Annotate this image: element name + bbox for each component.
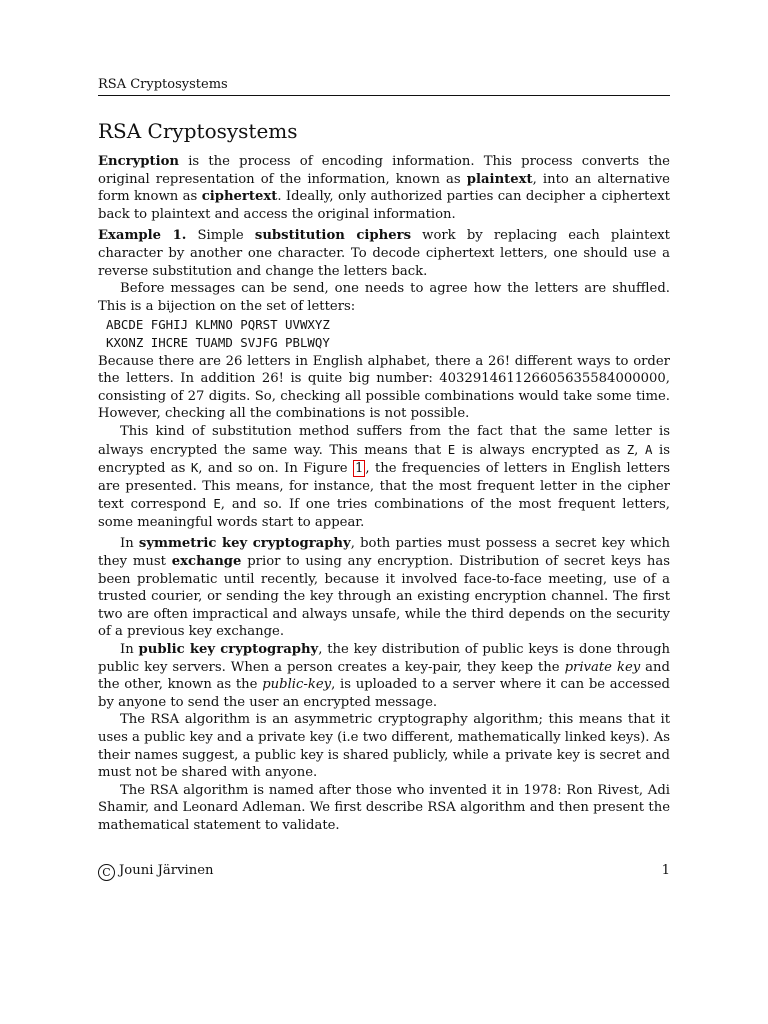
term-exchange: exchange [171, 554, 242, 570]
term-public-key-cryptography: public key cryptography [138, 642, 319, 658]
cipher-table [106, 316, 670, 351]
cipher-plain-row: ABCDE FGHIJ KLMNO PQRST UVWXYZ [106, 317, 330, 333]
term-plaintext: plaintext [466, 171, 533, 187]
text: , both parties must possess a secret key which they must [98, 536, 670, 570]
cipher-key-row: KXONZ IHCRE TUAMD SVJFG PBLWQY [106, 334, 330, 350]
term-substitution-ciphers: substitution ciphers [254, 228, 411, 244]
paragraph-symmetric [98, 535, 670, 641]
text: In [120, 536, 139, 552]
term-symmetric-key: symmetric key cryptography [138, 536, 351, 552]
example-label: Example 1. [98, 228, 187, 244]
text: and the other, known as the [98, 659, 670, 693]
page-number: 1 [661, 863, 670, 878]
text: . Ideally, only authorized parties can decipher a ciphertext back to plaintext and access the original information. [98, 189, 670, 222]
text: is encrypted as [98, 442, 670, 477]
footer-author: Jouni Järvinen [119, 863, 214, 878]
term-private-key: private key [564, 659, 641, 675]
code-letter: E [447, 441, 456, 457]
text: , the key distribution of public keys is done through public key servers. When a person creates a key-pair, they keep the [98, 642, 671, 675]
section-title: RSA Cryptosystems [98, 119, 298, 143]
text: Simple [186, 228, 255, 244]
code-letter: A [644, 441, 653, 457]
text: , into an alternative form known as [98, 171, 670, 205]
code-letter: K [190, 460, 199, 476]
paragraph-public-key [98, 641, 670, 711]
paragraph-combinations: Because there are 26 letters in English alphabet, there a 26! different ways to order the letters. In addition 26! is quite big number: 403291461126605635584000000, consisting of 27 digits. So, checking all possible combinations would take some time. However, checking all the combinations is not possible. [98, 353, 670, 422]
text: is always encrypted as [455, 442, 627, 458]
page-footer [98, 862, 670, 881]
code-letter: Z [626, 441, 635, 457]
term-public-key: public-key [262, 677, 332, 693]
term-encryption: Encryption [98, 154, 179, 169]
text: This kind of substitution method suffers from the fact that the same letter is always encrypted the same way. This means that [98, 423, 670, 458]
paragraph-rsa-asymmetric: The RSA algorithm is an asymmetric cryptography algorithm; this means that it uses a public key and a private key (i.e two different, mathematically linked keys). As their names suggest, a public key is shared publicly, while a private key is secret and must not be shared with anyone. [98, 712, 670, 781]
running-head: RSA Cryptosystems [98, 77, 670, 96]
text: , the frequencies of letters in English letters are presented. This means, for instance, that the most frequent letter in the cipher text correspond [98, 461, 670, 513]
text: , and so. If one tries combinations of the most frequent letters, some meaningful words start to appear. [98, 497, 670, 530]
text: , is uploaded to a server where it can be accessed by anyone to send the user an encrypted message. [98, 677, 670, 710]
code-letter: E [213, 496, 221, 512]
copyright-icon: C [98, 864, 115, 881]
text: , [634, 442, 645, 458]
paragraph-example [98, 227, 670, 280]
body-text [98, 153, 670, 835]
footer-copyright [98, 862, 214, 881]
figure-reference-link[interactable]: 1 [354, 461, 364, 477]
text: work by replacing each plaintext character by another one character. To decode ciphertext letters, one should use a reverse substitution and change the letters back. [98, 228, 670, 279]
text: prior to using any encryption. Distribution of secret keys has been problematic until recently, because it involved face-to-face meeting, use of a trusted courier, or sending the key through an existing encryption channel. The first two are often impractical and always unsafe, while the third depends on the security of a previous key exchange. [98, 554, 670, 640]
text: is the process of encoding information. This process converts the original representation of the information, known as [98, 154, 670, 187]
paragraph-encryption [98, 153, 670, 223]
paragraph-frequency [98, 423, 670, 532]
text: , and so on. In Figure [198, 461, 353, 477]
term-ciphertext: ciphertext [201, 189, 278, 205]
paragraph-bijection: Before messages can be send, one needs to agree how the letters are shuffled. This is a bijection on the set of letters: [98, 281, 670, 314]
paragraph-rsa-history: The RSA algorithm is named after those who invented it in 1978: Ron Rivest, Adi Shamir, and Leonard Adleman. We first describe RSA algorithm and then present the mathematical statement to validate. [98, 782, 670, 833]
text: In [120, 642, 139, 658]
